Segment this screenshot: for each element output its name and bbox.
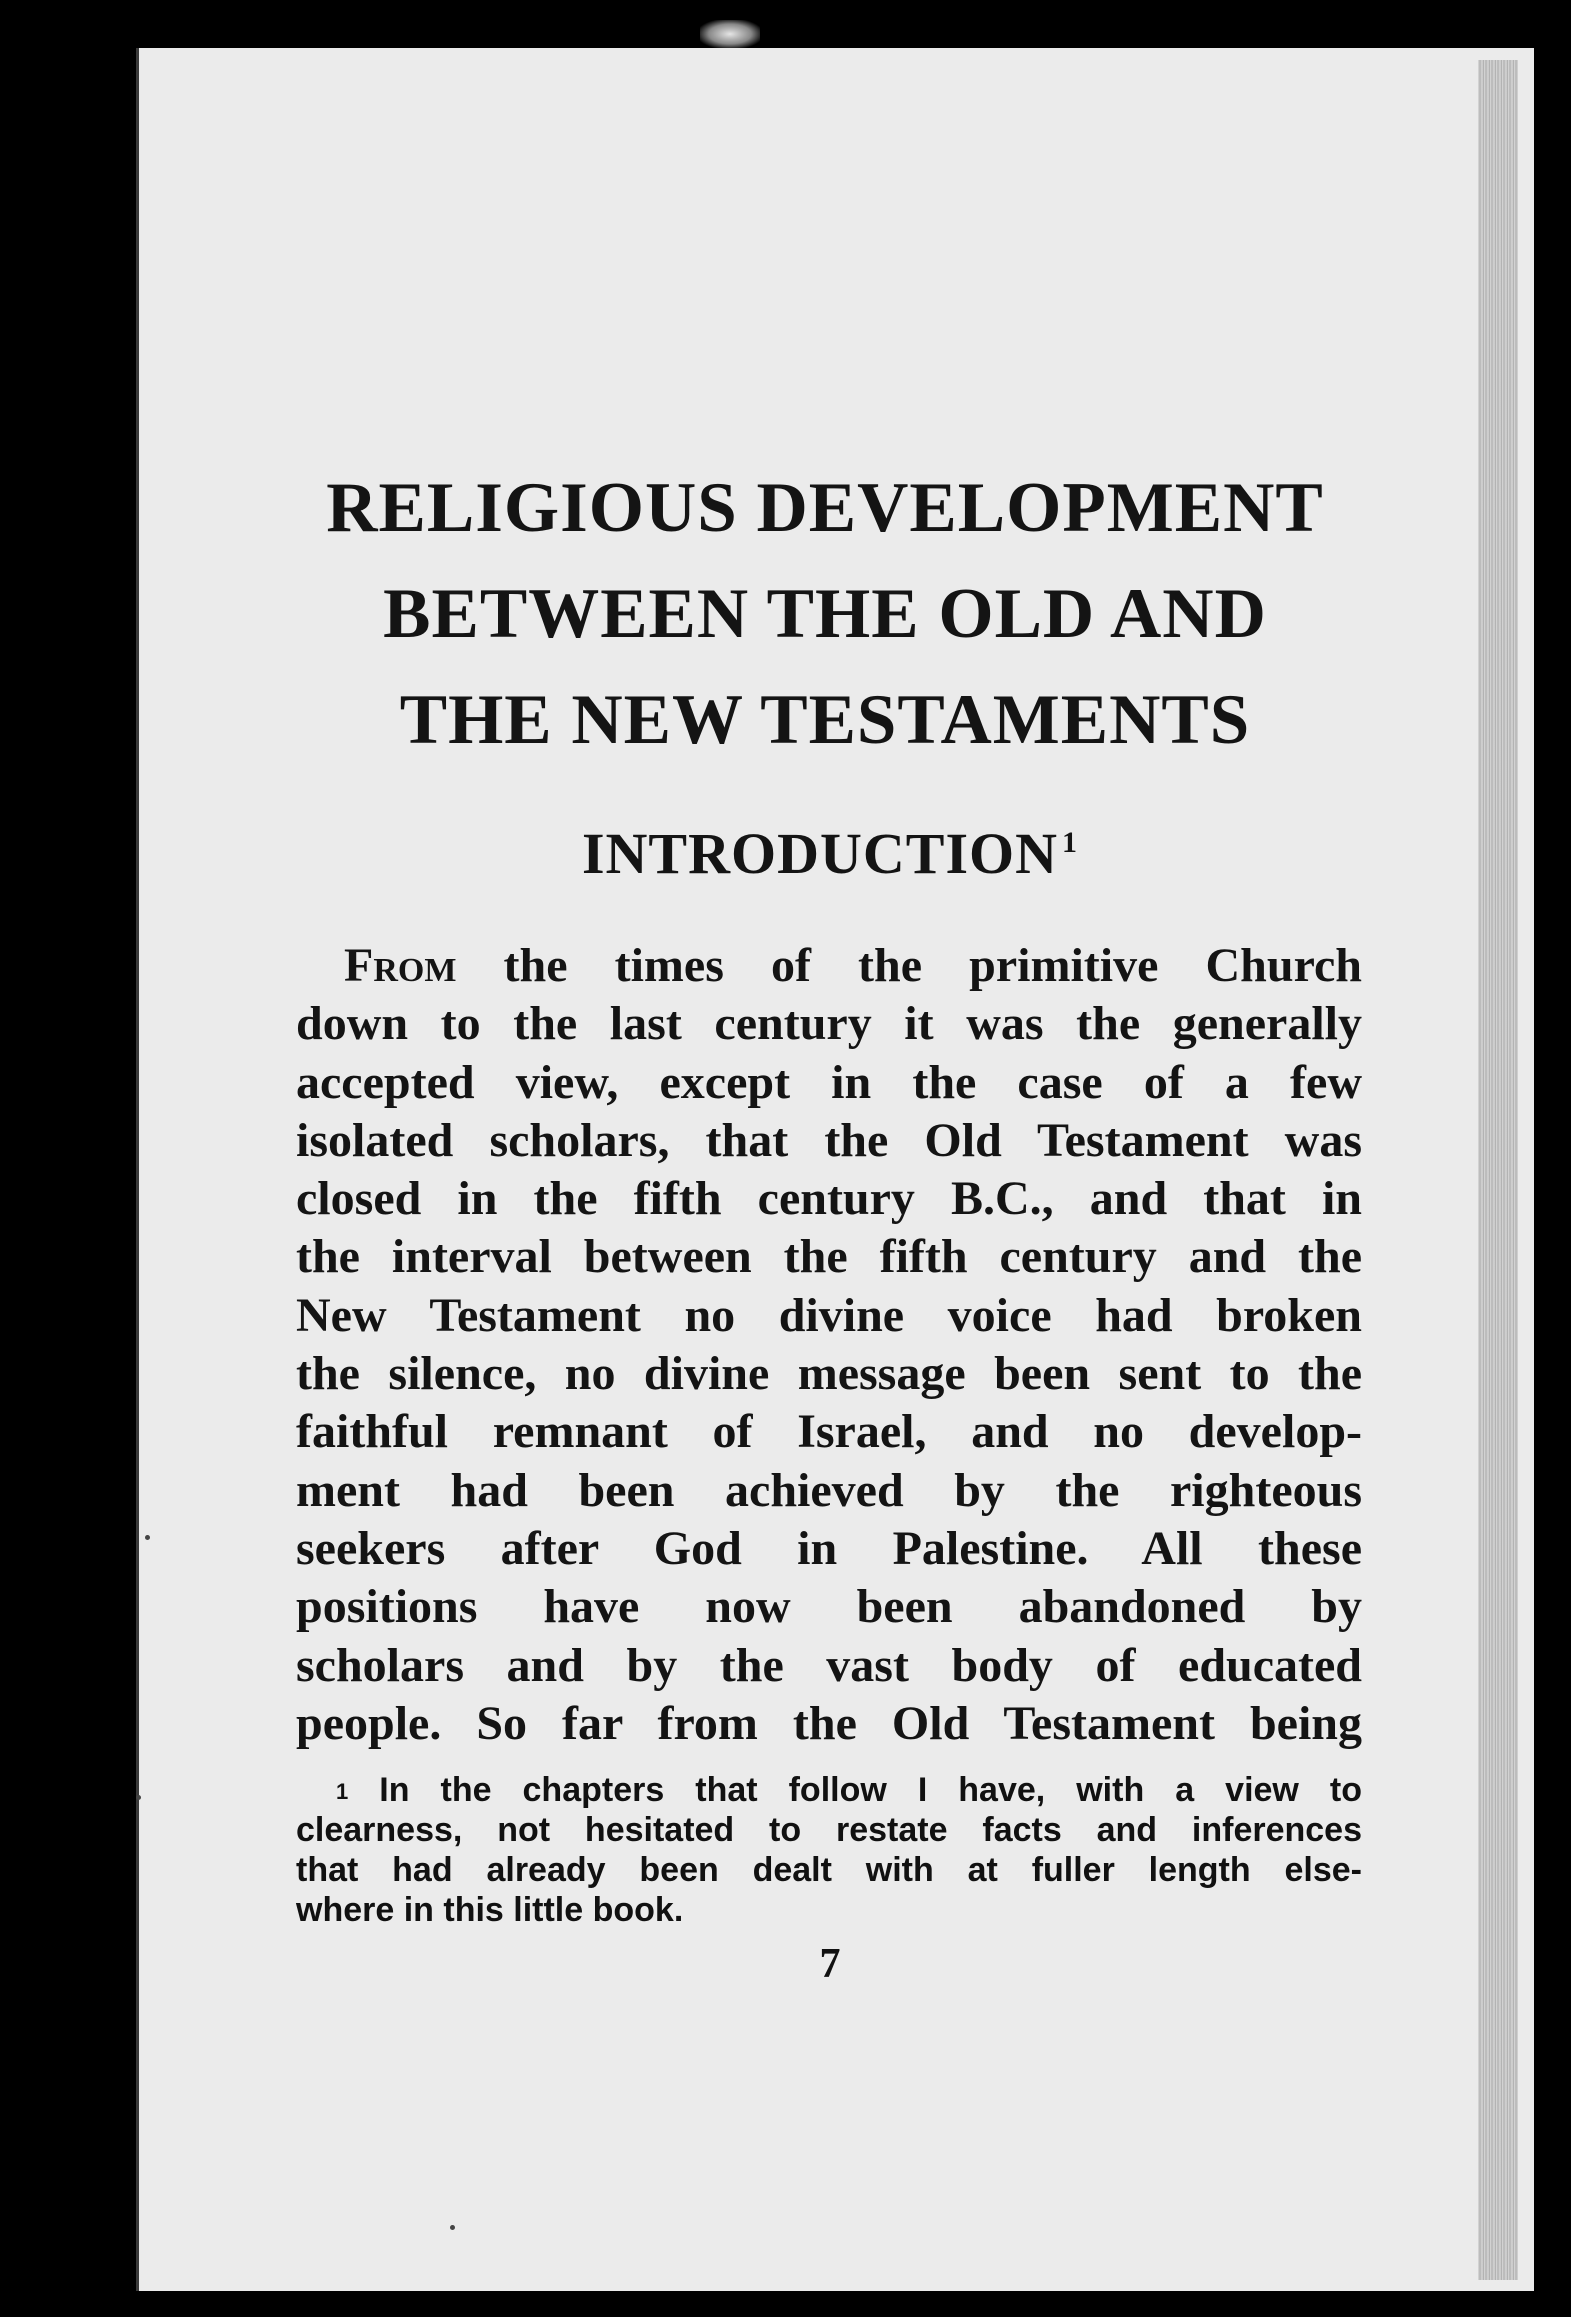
footnote-line: $^1$ In the chapters that follow I have, with a view to <box>336 1771 1362 1809</box>
margin-mark <box>145 1535 150 1540</box>
section-heading-text: INTRODUCTION <box>581 821 1059 886</box>
section-heading <box>430 820 1230 887</box>
footnote <box>296 1770 1362 1930</box>
body-line: isolated scholars, that the Old Testament was <box>296 1113 1362 1167</box>
body-line: accepted view, except in the case of a few <box>296 1055 1362 1109</box>
body-line: faithful remnant of Israel, and no develop- <box>296 1405 1362 1459</box>
body-line: From the times of the primitive Church <box>344 939 1362 992</box>
body-line: the interval between the fifth century and the <box>296 1230 1362 1284</box>
chapter-title <box>300 455 1350 773</box>
body-line: the silence, no divine message been sent to the <box>296 1347 1362 1401</box>
body-line: scholars and by the vast body of educated <box>296 1638 1362 1692</box>
footnote-marker: 1 <box>336 1779 349 1804</box>
binding-mark <box>700 20 760 48</box>
lead-word: From <box>344 939 457 992</box>
body-line: people. So far from the Old Testament being <box>296 1696 1362 1750</box>
footnote-reference: 1 <box>1062 826 1079 859</box>
title-line: BETWEEN THE OLD AND <box>383 575 1267 653</box>
body-line: positions have now been abandoned by <box>296 1580 1362 1634</box>
title-line: RELIGIOUS DEVELOPMENT <box>326 469 1324 547</box>
footnote-line: that had already been dealt with at fuller length else- <box>296 1851 1362 1889</box>
body-line: ment had been achieved by the righteous <box>296 1463 1362 1517</box>
page-edge <box>1478 60 1518 2280</box>
title-line: THE NEW TESTAMENTS <box>399 681 1251 759</box>
body-line: New Testament no divine voice had broken <box>296 1288 1362 1342</box>
body-paragraph <box>296 937 1362 1753</box>
margin-mark <box>450 2225 455 2230</box>
footnote-line: where in this little book. <box>296 1891 684 1929</box>
body-line: down to the last century it was the generally <box>296 997 1362 1051</box>
footnote-line: clearness, not hesitated to restate facts and inferences <box>296 1811 1362 1849</box>
body-line: closed in the fifth century B.C., and that in <box>296 1172 1362 1226</box>
margin-mark <box>136 1795 141 1800</box>
body-line: seekers after God in Palestine. All these <box>296 1521 1362 1575</box>
page-number: 7 <box>819 1941 841 1987</box>
